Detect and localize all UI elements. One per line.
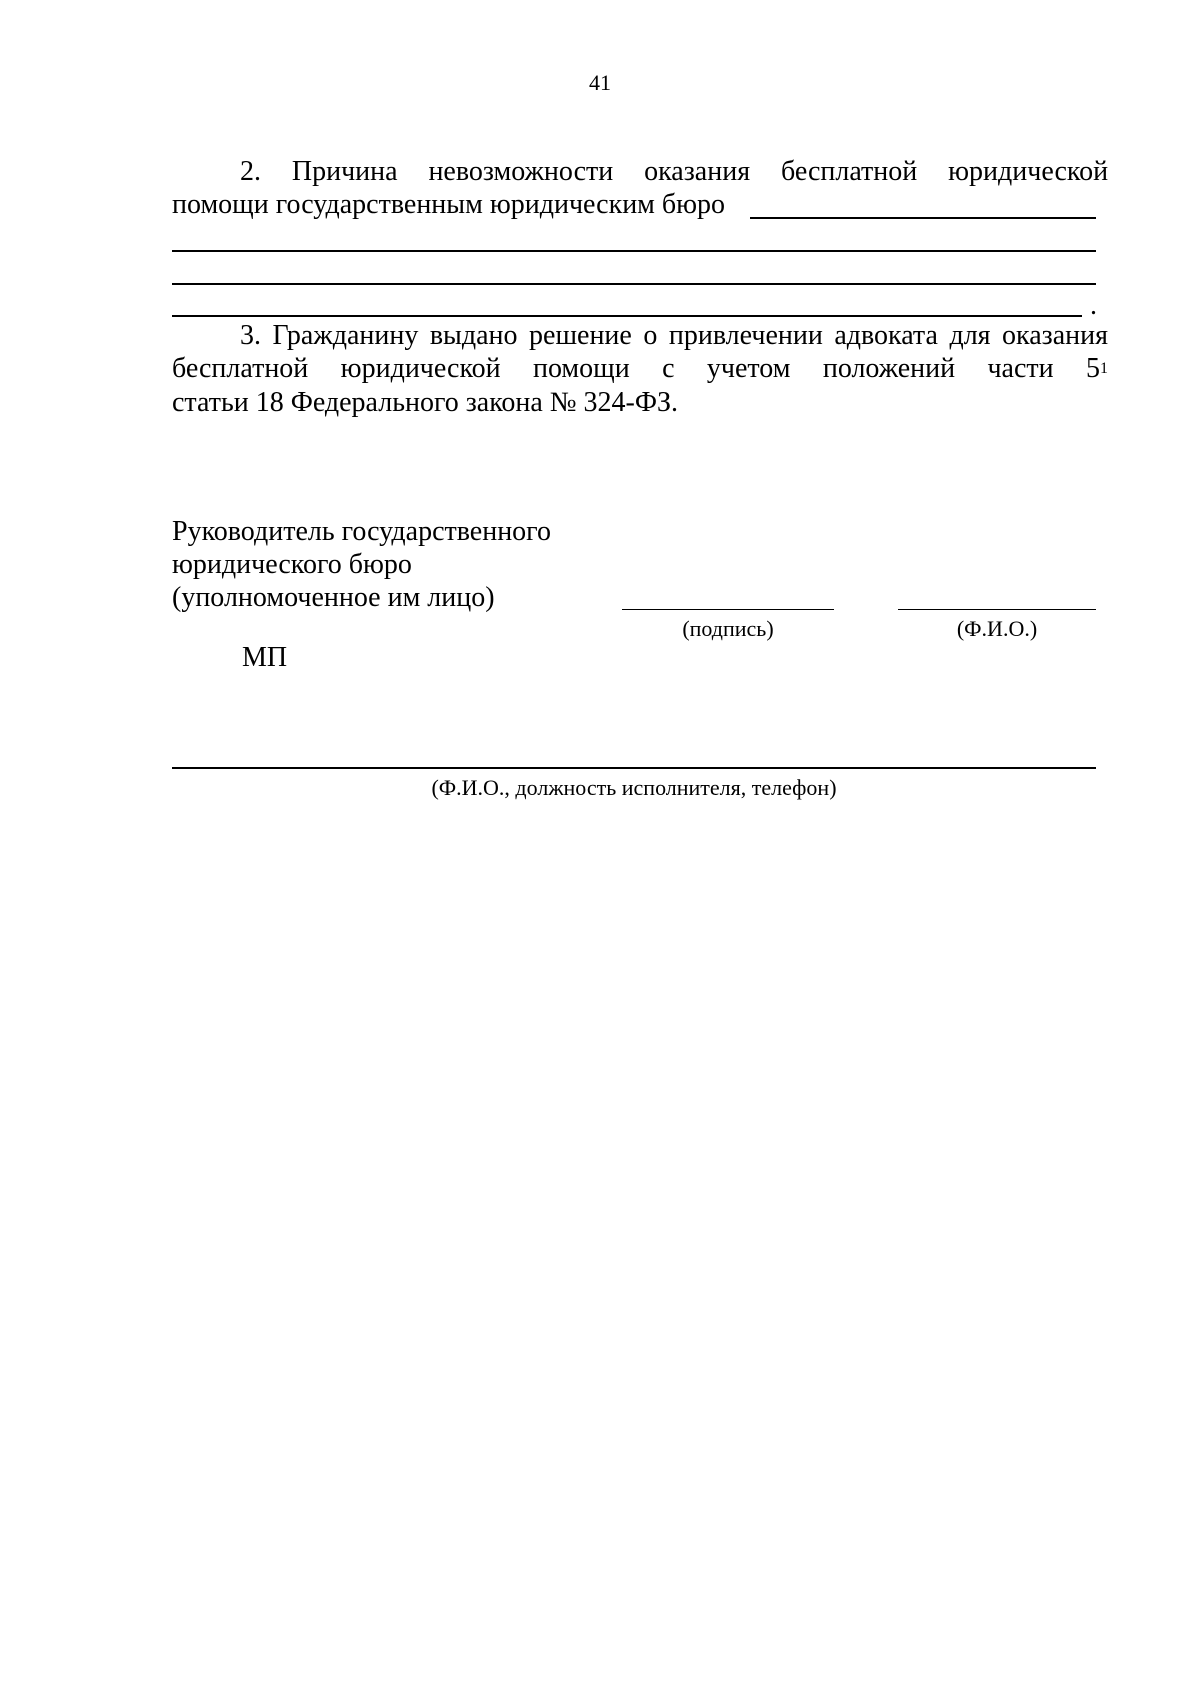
executor-line[interactable] <box>172 767 1096 769</box>
section3-word: учетом <box>706 353 791 384</box>
page-number: 41 <box>589 70 611 95</box>
reason-fill-line[interactable] <box>172 315 1082 317</box>
superscript: 1 <box>1100 360 1108 377</box>
reason-fill-line[interactable] <box>750 217 1096 219</box>
signature-caption: (подпись) <box>682 616 774 641</box>
section3-line1: 3. Гражданину выдано решение о привлечении адвоката для оказания <box>240 320 1108 351</box>
executor-caption: (Ф.И.О., должность исполнителя, телефон) <box>431 775 837 800</box>
reason-fill-line[interactable] <box>172 283 1096 285</box>
signer-title-line3: (уполномоченное им лицо) <box>172 582 495 613</box>
section3-word: с <box>662 353 675 384</box>
section2-word: невозможности <box>428 156 614 187</box>
section3-word: части <box>987 353 1054 384</box>
reason-fill-line[interactable] <box>172 250 1096 252</box>
section3-line3: статьи 18 Федерального закона № 324-ФЗ. <box>172 387 679 418</box>
section3-word: юридической <box>340 353 501 384</box>
signer-title-line1: Руководитель государственного <box>172 516 551 547</box>
signer-title-line2: юридического бюро <box>172 549 412 580</box>
fio-caption: (Ф.И.О.) <box>956 616 1038 641</box>
section2-number: 2. <box>240 156 261 187</box>
section2-line2: помощи государственным юридическим бюро <box>172 189 726 220</box>
section3-word: бесплатной <box>172 353 309 384</box>
section2-word: бесплатной <box>780 156 918 187</box>
section2-end-mark: . <box>1090 290 1097 321</box>
section3-line2 <box>172 353 1108 385</box>
section3-word: положений <box>822 353 956 384</box>
fio-line[interactable] <box>898 609 1096 610</box>
stamp-placeholder: МП <box>242 642 288 673</box>
section2-word: юридической <box>948 156 1109 187</box>
signature-line[interactable] <box>622 609 834 610</box>
section2-line1 <box>240 156 1108 188</box>
section3-part-number: $5^1$ <box>1086 353 1108 384</box>
section2-word: оказания <box>644 156 751 187</box>
section2-word: Причина <box>291 156 398 187</box>
section3-word: помощи <box>532 353 630 384</box>
